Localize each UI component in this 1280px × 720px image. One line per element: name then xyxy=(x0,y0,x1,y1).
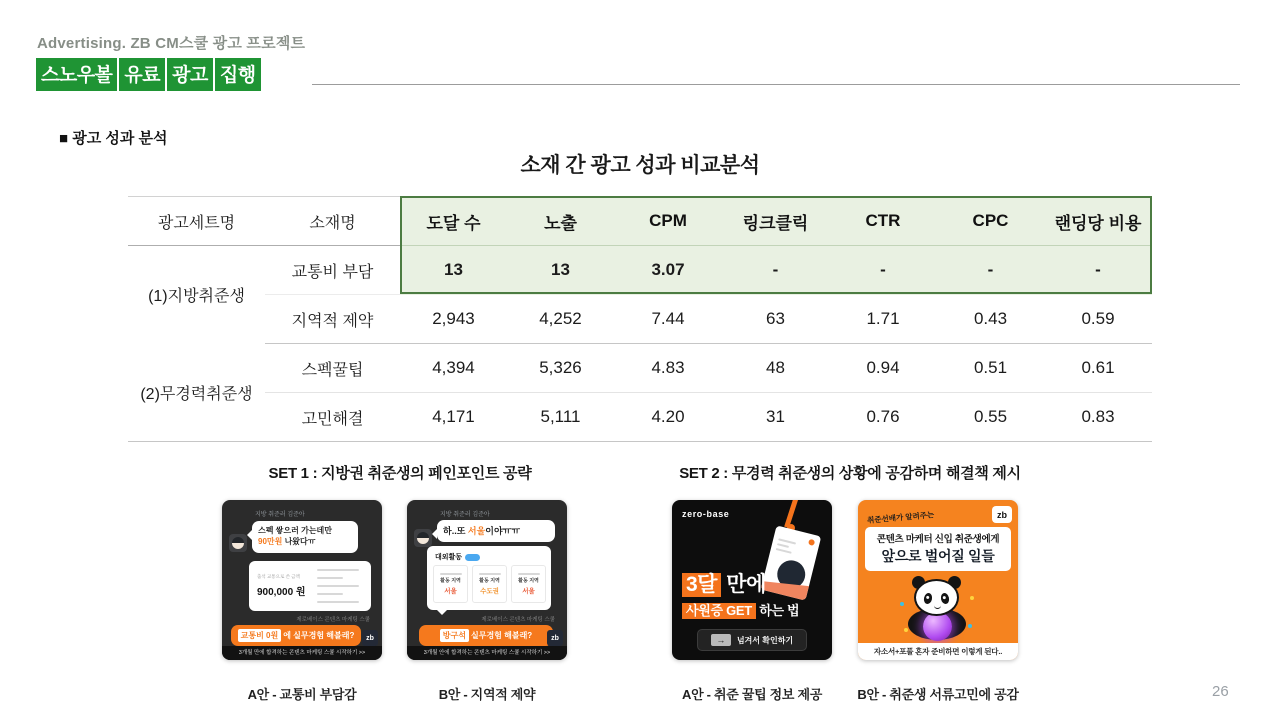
headline-rest: 하는 법 xyxy=(755,603,800,618)
page-number: 26 xyxy=(1212,683,1229,700)
slide-eyebrow: Advertising. ZB CM스쿨 광고 프로젝트 xyxy=(37,35,306,52)
set2-label xyxy=(660,462,1040,483)
ad-creative-card-panda-fortune xyxy=(858,500,1018,660)
col-header-reach: 도달 수 xyxy=(400,197,507,246)
ribbon-text: 취준선배가 알려주는 xyxy=(866,510,935,525)
ad-creative-card-transport-cost xyxy=(222,500,382,660)
link-clicks-value: - xyxy=(722,246,829,295)
headline-chip: 3달 xyxy=(682,573,721,597)
table-title: 소재 간 광고 성과 비교분석 xyxy=(520,154,760,177)
link-clicks-value: 48 xyxy=(722,344,829,393)
cpc-value: - xyxy=(937,246,1044,295)
reach-value: 13 xyxy=(400,246,507,295)
table-row xyxy=(128,246,1152,295)
link-clicks-value: 31 xyxy=(766,407,785,426)
slide-title-highlighted xyxy=(36,58,261,91)
impressions-value: 5,326 xyxy=(507,344,614,393)
bubble-rest: 이야ㅠㅠ xyxy=(485,526,521,536)
bubble-line1: 스펙 쌓으러 가는데만 xyxy=(258,526,332,535)
header-divider-line xyxy=(312,84,1240,85)
receipt-amount: 900,000 원 xyxy=(257,587,306,598)
panel-title: 대외활동 xyxy=(435,554,463,561)
slide-title-segment: 스노우볼 xyxy=(36,58,117,91)
set1-desc: 지방권 취준생의 페인포인트 공략 xyxy=(317,465,532,482)
reach-value: 2,943 xyxy=(400,295,507,344)
ctr-value: 0.76 xyxy=(866,407,900,426)
card-footer-banner: 3개월 안에 합격하는 콘텐츠 마케팅 스쿨 시작하기 >> xyxy=(407,646,567,660)
creative-name: 스펙꿀팁 xyxy=(265,344,400,393)
ctr-value: 1.71 xyxy=(829,295,937,344)
creative-name: 교통비 부담 xyxy=(265,246,400,295)
col-header-adset: 광고세트명 xyxy=(128,197,265,246)
col-header-cost-per-landing: 랜딩당 비용 xyxy=(1044,197,1152,246)
set2-desc: 무경력 취준생의 상황에 공감하며 해결책 제시 xyxy=(727,465,1021,482)
activity-mini-card xyxy=(433,565,468,603)
cta-bubble xyxy=(231,625,361,646)
col-header-impressions: 노출 xyxy=(507,197,614,246)
headline-line2 xyxy=(682,600,799,619)
id-card-illustration xyxy=(761,525,822,600)
cpm-value: 4.20 xyxy=(651,407,685,426)
expense-receipt-panel xyxy=(249,561,371,611)
headline-box xyxy=(865,527,1011,571)
activity-region: 서울 xyxy=(522,588,535,595)
avatar-icon xyxy=(414,529,432,547)
cost-per-landing-value: 0.59 xyxy=(1044,295,1152,344)
adset-group-1: (1)지방취준생 xyxy=(148,288,245,306)
activity-region: 수도권 xyxy=(480,588,499,595)
activity-label: 활동 지역 xyxy=(518,578,539,584)
col-header-ctr: CTR xyxy=(829,197,937,246)
chat-bubble xyxy=(252,521,358,553)
headline-line1 xyxy=(682,568,766,598)
caption-card4: B안 - 취준생 서류고민에 공감 xyxy=(857,687,1019,702)
headline-chip: 사원증 GET xyxy=(682,603,756,619)
ad-performance-table xyxy=(128,196,1152,442)
ctr-value: 0.94 xyxy=(829,344,937,393)
crystal-ball xyxy=(923,612,952,641)
cta-chip: 방구석 xyxy=(440,629,469,642)
ad-creative-card-employee-badge xyxy=(672,500,832,660)
cpm-value: 3.07 xyxy=(614,246,722,295)
swipe-button xyxy=(697,629,807,651)
cost-per-landing-value: 0.83 xyxy=(1081,407,1115,426)
bubble-rest: 나왔다ㅠ xyxy=(282,536,316,546)
slide-title-segment: 유료 xyxy=(119,58,165,91)
set1-label xyxy=(222,462,578,483)
chat-bubble xyxy=(437,520,555,542)
arrow-icon: → xyxy=(711,634,731,646)
activity-mini-card xyxy=(511,565,546,603)
bubble-highlight: 90만원 xyxy=(258,536,283,546)
creative-name: 고민해결 xyxy=(301,410,364,428)
impressions-value: 5,111 xyxy=(540,407,581,426)
card-footer-banner: 자소서+포풀 혼자 준비하면 이렇게 된다.. xyxy=(858,643,1018,660)
table-row xyxy=(128,344,1152,393)
avatar-icon xyxy=(229,534,247,552)
slide-title-segment: 광고 xyxy=(167,58,213,91)
cta-rest: 에 실무경험 해볼래? xyxy=(283,631,355,640)
cpc-value: 0.55 xyxy=(973,407,1008,426)
receipt-transaction-lines xyxy=(317,569,359,603)
panda-illustration xyxy=(898,576,978,642)
cta-rest: 실무경험 해볼래? xyxy=(470,631,533,640)
caption-card3: A안 - 취준 꿀팁 정보 제공 xyxy=(682,687,822,702)
table-row xyxy=(128,295,1152,344)
slide-title-segment: 집행 xyxy=(215,58,261,91)
set1-tag: SET 1 : xyxy=(268,465,318,482)
cta-chip: 교통비 0원 xyxy=(238,629,282,642)
ctr-value: - xyxy=(829,246,937,295)
chat-username: 지방 취준러 김준아 xyxy=(440,512,490,518)
status-badge xyxy=(465,554,480,561)
bubble-pre: 하..또 xyxy=(443,526,468,536)
bubble-line2 xyxy=(258,537,352,548)
cpm-value: 7.44 xyxy=(614,295,722,344)
activity-mini-card xyxy=(472,565,507,603)
cost-per-landing-value: 0.61 xyxy=(1044,344,1152,393)
headline-line2: 앞으로 벌어질 일들 xyxy=(881,548,995,564)
table-row xyxy=(128,393,1152,442)
zb-logo: zb xyxy=(362,630,378,646)
cpc-value: 0.43 xyxy=(937,295,1044,344)
activity-label: 활동 지역 xyxy=(440,578,461,584)
bubble-highlight: 서울 xyxy=(467,526,486,536)
headline-rest: 만에 xyxy=(720,573,766,596)
col-header-cpm: CPM xyxy=(614,197,722,246)
cta-bubble xyxy=(419,625,553,646)
adset-group-2: (2)무경력취준생 xyxy=(140,385,253,403)
col-header-cpc: CPC xyxy=(937,197,1044,246)
cost-per-landing-value: - xyxy=(1044,246,1152,295)
zb-logo: zb xyxy=(992,506,1012,523)
activity-list-panel xyxy=(427,546,551,610)
zero-base-logo: zero-base xyxy=(682,509,730,519)
reach-value: 4,394 xyxy=(400,344,507,393)
table-header-row xyxy=(128,197,1152,246)
creative-name: 지역적 제약 xyxy=(265,295,400,344)
chat-username: 지방 취준러 김준아 xyxy=(255,512,305,518)
swipe-button-label: 넘겨서 확인하기 xyxy=(736,635,794,645)
cpc-value: 0.51 xyxy=(937,344,1044,393)
headline-line1: 콘텐츠 마케터 신입 취준생에게 xyxy=(876,534,1000,545)
zb-logo: zb xyxy=(547,630,563,646)
impressions-value: 4,252 xyxy=(507,295,614,344)
set2-tag: SET 2 : xyxy=(679,465,728,482)
caption-card1: A안 - 교통비 부담감 xyxy=(247,687,357,702)
reach-value: 4,171 xyxy=(432,407,475,426)
section-heading: ■ 광고 성과 분석 xyxy=(59,130,168,147)
col-header-link-clicks: 링크클릭 xyxy=(722,197,829,246)
impressions-value: 13 xyxy=(507,246,614,295)
brand-line: 제로베이스 콘텐츠 마케팅 스쿨 xyxy=(481,617,555,623)
activity-label: 활동 지역 xyxy=(479,578,500,584)
link-clicks-value: 63 xyxy=(722,295,829,344)
receipt-label: 출석 교통으로 쓴 금액 xyxy=(257,574,300,579)
card-footer-banner: 3개월 만에 합격하는 콘텐츠 마케팅 스쿨 시작하기 >> xyxy=(222,646,382,660)
activity-region: 서울 xyxy=(444,588,457,595)
col-header-creative: 소재명 xyxy=(265,197,400,246)
caption-card2: B안 - 지역적 제약 xyxy=(438,687,536,702)
brand-line: 제로베이스 콘텐츠 마케팅 스쿨 xyxy=(296,617,370,623)
cpm-value: 4.83 xyxy=(614,344,722,393)
ad-creative-card-regional-limit xyxy=(407,500,567,660)
